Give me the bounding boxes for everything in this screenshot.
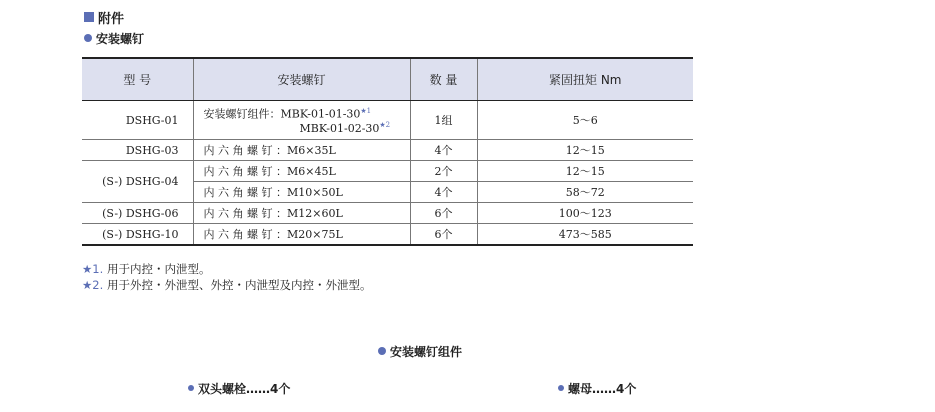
- cell-model: (S-) DSHG-06: [82, 203, 193, 224]
- circle-bullet-icon: [84, 34, 92, 42]
- footnote-1: [82, 261, 210, 277]
- table-row: [82, 101, 693, 140]
- cell-torque: 100～123: [477, 203, 693, 224]
- cell-qty: 1组: [410, 101, 477, 140]
- header-torque: 紧固扭矩 Nm: [477, 58, 693, 101]
- part-item-label: 螺母……4个: [568, 381, 637, 396]
- cell-model: (S-) DSHG-10: [82, 224, 193, 246]
- subsection-heading: [84, 30, 144, 46]
- footnote-mark: ★2.: [82, 278, 104, 292]
- cell-qty: 6个: [410, 224, 477, 246]
- cell-qty: 4个: [410, 182, 477, 203]
- section-title: 附件: [98, 11, 125, 27]
- cell-torque: 58～72: [477, 182, 693, 203]
- cell-model: DSHG-01: [82, 101, 193, 140]
- circle-bullet-icon: [378, 347, 386, 355]
- cell-torque: 473～585: [477, 224, 693, 246]
- footnote-mark: ★1.: [82, 262, 104, 276]
- cell-screw: 内 六 角 螺 钉 ：M20×75L: [193, 224, 410, 246]
- section-heading: [84, 8, 124, 26]
- part-item-nut: [558, 380, 636, 396]
- circle-bullet-icon: [188, 385, 194, 391]
- table-row: [82, 203, 693, 224]
- assembly-heading: [378, 343, 462, 359]
- screw-kit-lines: [204, 106, 391, 133]
- star-mark-1: ★1: [360, 107, 372, 116]
- table-row: [82, 140, 693, 161]
- part-item-stud: [188, 380, 290, 396]
- cell-torque: 12～15: [477, 161, 693, 182]
- cell-torque: 5～6: [477, 101, 693, 140]
- screw-kit-line-1: 安装螺钉组件：MBK-01-01-30: [203, 108, 361, 121]
- star-mark-2: ★2: [379, 121, 391, 129]
- cell-screw: 内 六 角 螺 钉 ：M6×35L: [193, 140, 410, 161]
- subsection-title: 安装螺钉: [96, 31, 145, 46]
- header-screw: 安装螺钉: [193, 58, 410, 101]
- table-row: [82, 224, 693, 246]
- footnote-2: [82, 277, 371, 293]
- cell-torque: 12～15: [477, 140, 693, 161]
- cell-qty: 6个: [410, 203, 477, 224]
- part-item-label: 双头螺栓……4个: [198, 381, 291, 396]
- cell-screw: 内 六 角 螺 钉 ：M10×50L: [193, 182, 410, 203]
- screw-table: [82, 57, 693, 246]
- footnote-text: 用于内控・内泄型。: [106, 262, 211, 276]
- cell-screw: [193, 101, 410, 140]
- header-model: 型 号: [82, 58, 193, 101]
- footnote-text: 用于外控・外泄型、外控・内泄型及内控・外泄型。: [106, 278, 372, 292]
- circle-bullet-icon: [558, 385, 564, 391]
- cell-screw: 内 六 角 螺 钉 ：M12×60L: [193, 203, 410, 224]
- cell-qty: 4个: [410, 140, 477, 161]
- cell-model: DSHG-03: [82, 140, 193, 161]
- square-bullet-icon: [84, 12, 94, 22]
- cell-qty: 2个: [410, 161, 477, 182]
- cell-screw: 内 六 角 螺 钉 ：M6×45L: [193, 161, 410, 182]
- screw-kit-line-2: MBK-01-02-30: [299, 121, 380, 135]
- table-header-row: [82, 58, 693, 101]
- assembly-title: 安装螺钉组件: [390, 344, 463, 359]
- cell-model: (S-) DSHG-04: [82, 161, 193, 203]
- header-qty: 数 量: [410, 58, 477, 101]
- table-row: [82, 161, 693, 182]
